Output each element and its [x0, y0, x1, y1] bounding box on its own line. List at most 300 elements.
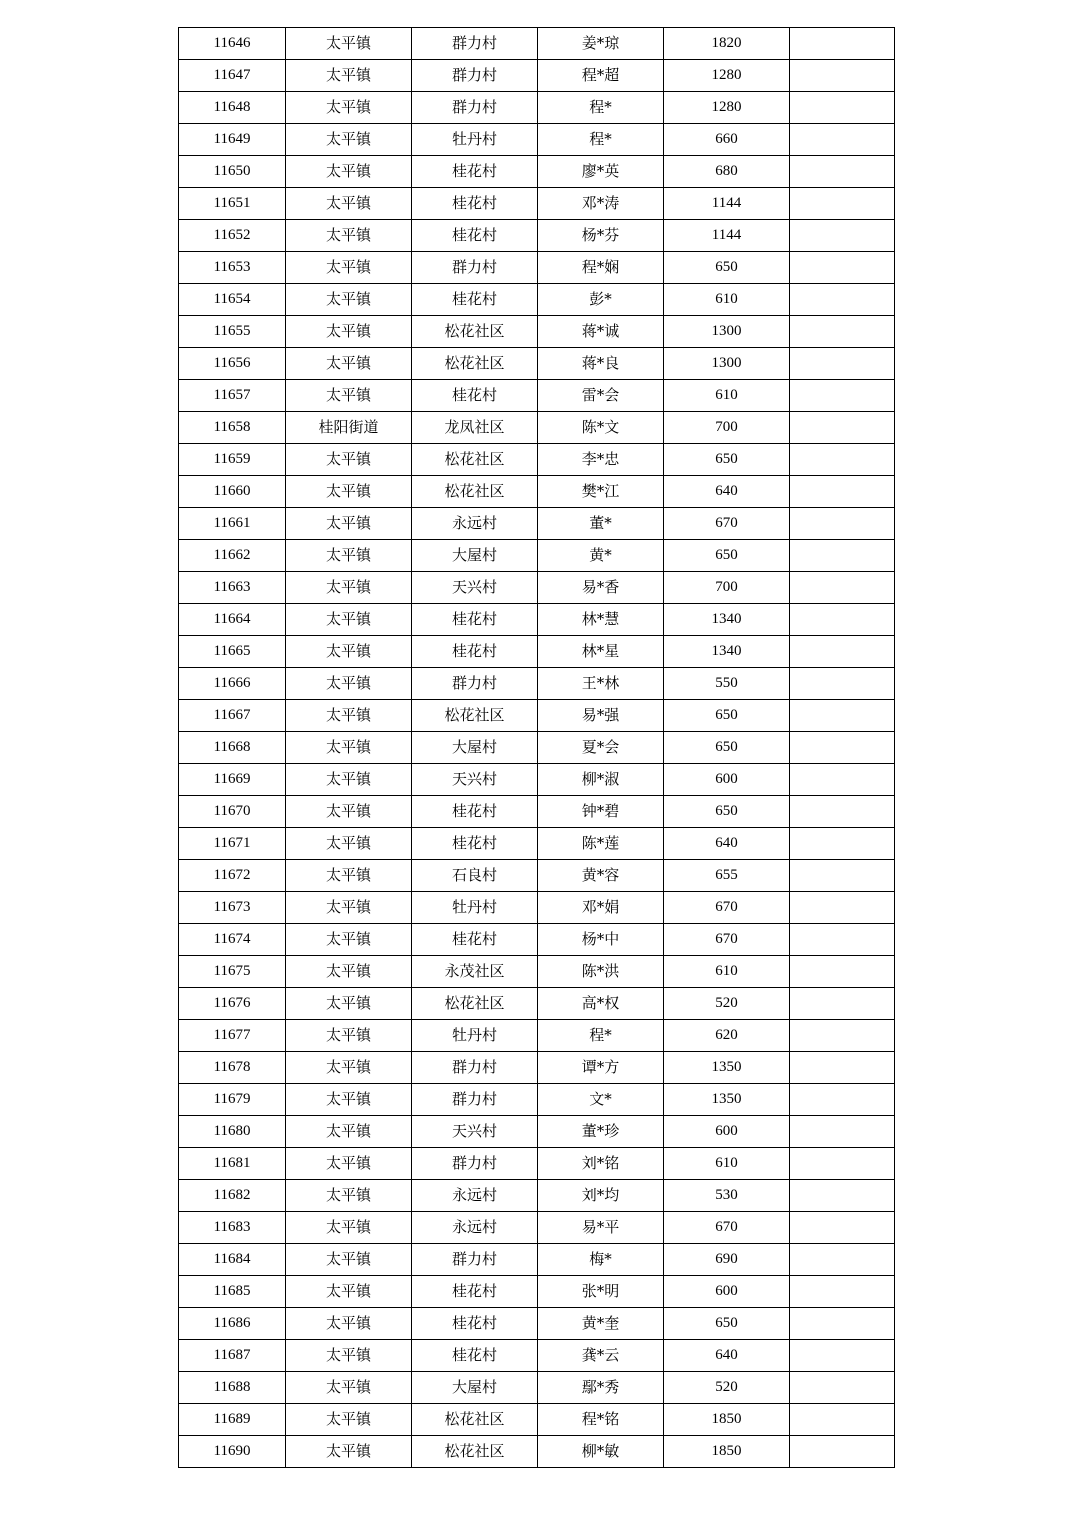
name-cell: 雷*会 — [538, 380, 664, 412]
remark-cell — [790, 284, 895, 316]
town-cell: 太平镇 — [286, 892, 412, 924]
remark-cell — [790, 348, 895, 380]
name-cell: 黄*容 — [538, 860, 664, 892]
village-cell: 永茂社区 — [412, 956, 538, 988]
village-cell: 桂花村 — [412, 380, 538, 412]
village-cell: 大屋村 — [412, 540, 538, 572]
remark-cell — [790, 604, 895, 636]
table-row — [179, 380, 895, 412]
remark-cell — [790, 92, 895, 124]
village-cell: 桂花村 — [412, 156, 538, 188]
serial-number-cell: 11658 — [179, 412, 286, 444]
amount-cell: 650 — [664, 700, 790, 732]
amount-cell: 1300 — [664, 316, 790, 348]
town-cell: 太平镇 — [286, 284, 412, 316]
town-cell: 太平镇 — [286, 636, 412, 668]
town-cell: 太平镇 — [286, 188, 412, 220]
amount-cell: 610 — [664, 1148, 790, 1180]
serial-number-cell: 11681 — [179, 1148, 286, 1180]
village-cell: 大屋村 — [412, 732, 538, 764]
remark-cell — [790, 892, 895, 924]
amount-cell: 520 — [664, 1372, 790, 1404]
village-cell: 群力村 — [412, 252, 538, 284]
name-cell: 王*林 — [538, 668, 664, 700]
town-cell: 桂阳街道 — [286, 412, 412, 444]
amount-cell: 640 — [664, 476, 790, 508]
remark-cell — [790, 156, 895, 188]
town-cell: 太平镇 — [286, 444, 412, 476]
remark-cell — [790, 476, 895, 508]
amount-cell: 530 — [664, 1180, 790, 1212]
serial-number-cell: 11684 — [179, 1244, 286, 1276]
name-cell: 林*慧 — [538, 604, 664, 636]
table-row — [179, 60, 895, 92]
amount-cell: 660 — [664, 124, 790, 156]
village-cell: 牡丹村 — [412, 124, 538, 156]
serial-number-cell: 11657 — [179, 380, 286, 412]
village-cell: 桂花村 — [412, 284, 538, 316]
town-cell: 太平镇 — [286, 220, 412, 252]
table-row — [179, 284, 895, 316]
serial-number-cell: 11650 — [179, 156, 286, 188]
serial-number-cell: 11664 — [179, 604, 286, 636]
village-cell: 桂花村 — [412, 1340, 538, 1372]
table-row — [179, 1084, 895, 1116]
amount-cell: 650 — [664, 252, 790, 284]
serial-number-cell: 11653 — [179, 252, 286, 284]
amount-cell: 1850 — [664, 1404, 790, 1436]
table-row — [179, 892, 895, 924]
serial-number-cell: 11647 — [179, 60, 286, 92]
name-cell: 程* — [538, 1020, 664, 1052]
remark-cell — [790, 188, 895, 220]
serial-number-cell: 11683 — [179, 1212, 286, 1244]
table-row — [179, 412, 895, 444]
village-cell: 桂花村 — [412, 604, 538, 636]
town-cell: 太平镇 — [286, 380, 412, 412]
town-cell: 太平镇 — [286, 700, 412, 732]
name-cell: 廖*英 — [538, 156, 664, 188]
serial-number-cell: 11660 — [179, 476, 286, 508]
remark-cell — [790, 1212, 895, 1244]
amount-cell: 1340 — [664, 636, 790, 668]
table-row — [179, 444, 895, 476]
serial-number-cell: 11651 — [179, 188, 286, 220]
village-cell: 永远村 — [412, 1212, 538, 1244]
amount-cell: 1820 — [664, 28, 790, 60]
serial-number-cell: 11656 — [179, 348, 286, 380]
town-cell: 太平镇 — [286, 1244, 412, 1276]
town-cell: 太平镇 — [286, 668, 412, 700]
village-cell: 桂花村 — [412, 1276, 538, 1308]
name-cell: 陈*莲 — [538, 828, 664, 860]
table-row — [179, 540, 895, 572]
town-cell: 太平镇 — [286, 988, 412, 1020]
name-cell: 姜*琼 — [538, 28, 664, 60]
table-row — [179, 636, 895, 668]
village-cell: 天兴村 — [412, 572, 538, 604]
serial-number-cell: 11682 — [179, 1180, 286, 1212]
name-cell: 樊*江 — [538, 476, 664, 508]
village-cell: 桂花村 — [412, 796, 538, 828]
name-cell: 邓*娟 — [538, 892, 664, 924]
town-cell: 太平镇 — [286, 1020, 412, 1052]
town-cell: 太平镇 — [286, 572, 412, 604]
serial-number-cell: 11671 — [179, 828, 286, 860]
amount-cell: 640 — [664, 1340, 790, 1372]
name-cell: 谭*方 — [538, 1052, 664, 1084]
name-cell: 李*忠 — [538, 444, 664, 476]
village-cell: 天兴村 — [412, 1116, 538, 1148]
name-cell: 程* — [538, 92, 664, 124]
amount-cell: 1280 — [664, 92, 790, 124]
amount-cell: 600 — [664, 1276, 790, 1308]
village-cell: 桂花村 — [412, 924, 538, 956]
town-cell: 太平镇 — [286, 732, 412, 764]
name-cell: 程* — [538, 124, 664, 156]
name-cell: 杨*芬 — [538, 220, 664, 252]
name-cell: 柳*淑 — [538, 764, 664, 796]
serial-number-cell: 11670 — [179, 796, 286, 828]
serial-number-cell: 11672 — [179, 860, 286, 892]
name-cell: 高*权 — [538, 988, 664, 1020]
table-row — [179, 764, 895, 796]
remark-cell — [790, 1116, 895, 1148]
remark-cell — [790, 508, 895, 540]
remark-cell — [790, 924, 895, 956]
remark-cell — [790, 60, 895, 92]
amount-cell: 650 — [664, 444, 790, 476]
remark-cell — [790, 316, 895, 348]
amount-cell: 655 — [664, 860, 790, 892]
table-row — [179, 604, 895, 636]
town-cell: 太平镇 — [286, 508, 412, 540]
amount-cell: 670 — [664, 924, 790, 956]
remark-cell — [790, 28, 895, 60]
remark-cell — [790, 828, 895, 860]
town-cell: 太平镇 — [286, 1404, 412, 1436]
serial-number-cell: 11669 — [179, 764, 286, 796]
name-cell: 刘*均 — [538, 1180, 664, 1212]
data-table — [178, 27, 895, 1468]
town-cell: 太平镇 — [286, 156, 412, 188]
table-row — [179, 1052, 895, 1084]
remark-cell — [790, 1436, 895, 1468]
village-cell: 群力村 — [412, 668, 538, 700]
name-cell: 陈*文 — [538, 412, 664, 444]
serial-number-cell: 11674 — [179, 924, 286, 956]
table-row — [179, 1372, 895, 1404]
remark-cell — [790, 444, 895, 476]
remark-cell — [790, 1340, 895, 1372]
amount-cell: 610 — [664, 956, 790, 988]
table-row — [179, 316, 895, 348]
village-cell: 天兴村 — [412, 764, 538, 796]
serial-number-cell: 11665 — [179, 636, 286, 668]
serial-number-cell: 11673 — [179, 892, 286, 924]
town-cell: 太平镇 — [286, 252, 412, 284]
remark-cell — [790, 1244, 895, 1276]
table-row — [179, 348, 895, 380]
remark-cell — [790, 1404, 895, 1436]
table-row — [179, 1148, 895, 1180]
table-row — [179, 572, 895, 604]
serial-number-cell: 11668 — [179, 732, 286, 764]
name-cell: 邓*涛 — [538, 188, 664, 220]
amount-cell: 1300 — [664, 348, 790, 380]
amount-cell: 650 — [664, 732, 790, 764]
name-cell: 易*强 — [538, 700, 664, 732]
name-cell: 杨*中 — [538, 924, 664, 956]
table-row — [179, 1404, 895, 1436]
village-cell: 松花社区 — [412, 1436, 538, 1468]
table-row — [179, 668, 895, 700]
amount-cell: 650 — [664, 1308, 790, 1340]
village-cell: 桂花村 — [412, 188, 538, 220]
name-cell: 刘*铭 — [538, 1148, 664, 1180]
town-cell: 太平镇 — [286, 28, 412, 60]
serial-number-cell: 11690 — [179, 1436, 286, 1468]
village-cell: 松花社区 — [412, 348, 538, 380]
remark-cell — [790, 1276, 895, 1308]
remark-cell — [790, 988, 895, 1020]
remark-cell — [790, 956, 895, 988]
serial-number-cell: 11663 — [179, 572, 286, 604]
town-cell: 太平镇 — [286, 604, 412, 636]
remark-cell — [790, 412, 895, 444]
name-cell: 夏*会 — [538, 732, 664, 764]
table-row — [179, 1020, 895, 1052]
serial-number-cell: 11689 — [179, 1404, 286, 1436]
remark-cell — [790, 220, 895, 252]
remark-cell — [790, 764, 895, 796]
village-cell: 桂花村 — [412, 1308, 538, 1340]
amount-cell: 640 — [664, 828, 790, 860]
table-body — [179, 28, 895, 1468]
remark-cell — [790, 124, 895, 156]
remark-cell — [790, 1148, 895, 1180]
village-cell: 桂花村 — [412, 828, 538, 860]
name-cell: 陈*洪 — [538, 956, 664, 988]
village-cell: 松花社区 — [412, 1404, 538, 1436]
amount-cell: 600 — [664, 764, 790, 796]
table-row — [179, 732, 895, 764]
town-cell: 太平镇 — [286, 828, 412, 860]
table-row — [179, 124, 895, 156]
village-cell: 永远村 — [412, 1180, 538, 1212]
serial-number-cell: 11666 — [179, 668, 286, 700]
amount-cell: 680 — [664, 156, 790, 188]
serial-number-cell: 11676 — [179, 988, 286, 1020]
amount-cell: 520 — [664, 988, 790, 1020]
town-cell: 太平镇 — [286, 1212, 412, 1244]
table-row — [179, 220, 895, 252]
table-row — [179, 92, 895, 124]
remark-cell — [790, 572, 895, 604]
remark-cell — [790, 540, 895, 572]
town-cell: 太平镇 — [286, 1116, 412, 1148]
name-cell: 程*娴 — [538, 252, 664, 284]
table-row — [179, 924, 895, 956]
table-row — [179, 828, 895, 860]
remark-cell — [790, 1020, 895, 1052]
amount-cell: 670 — [664, 1212, 790, 1244]
name-cell: 蒋*良 — [538, 348, 664, 380]
serial-number-cell: 11685 — [179, 1276, 286, 1308]
amount-cell: 700 — [664, 572, 790, 604]
amount-cell: 700 — [664, 412, 790, 444]
table-row — [179, 1116, 895, 1148]
remark-cell — [790, 700, 895, 732]
remark-cell — [790, 252, 895, 284]
name-cell: 易*香 — [538, 572, 664, 604]
village-cell: 大屋村 — [412, 1372, 538, 1404]
amount-cell: 620 — [664, 1020, 790, 1052]
table-row — [179, 956, 895, 988]
remark-cell — [790, 796, 895, 828]
amount-cell: 1340 — [664, 604, 790, 636]
serial-number-cell: 11677 — [179, 1020, 286, 1052]
name-cell: 蒋*诚 — [538, 316, 664, 348]
town-cell: 太平镇 — [286, 956, 412, 988]
table-row — [179, 1340, 895, 1372]
serial-number-cell: 11686 — [179, 1308, 286, 1340]
name-cell: 柳*敏 — [538, 1436, 664, 1468]
amount-cell: 1350 — [664, 1084, 790, 1116]
serial-number-cell: 11687 — [179, 1340, 286, 1372]
table-row — [179, 988, 895, 1020]
village-cell: 牡丹村 — [412, 1020, 538, 1052]
name-cell: 钟*碧 — [538, 796, 664, 828]
town-cell: 太平镇 — [286, 1340, 412, 1372]
table-row — [179, 1308, 895, 1340]
amount-cell: 670 — [664, 892, 790, 924]
name-cell: 彭* — [538, 284, 664, 316]
serial-number-cell: 11649 — [179, 124, 286, 156]
serial-number-cell: 11667 — [179, 700, 286, 732]
remark-cell — [790, 1052, 895, 1084]
remark-cell — [790, 1372, 895, 1404]
village-cell: 松花社区 — [412, 316, 538, 348]
name-cell: 董* — [538, 508, 664, 540]
table-row — [179, 508, 895, 540]
town-cell: 太平镇 — [286, 348, 412, 380]
serial-number-cell: 11648 — [179, 92, 286, 124]
name-cell: 鄢*秀 — [538, 1372, 664, 1404]
name-cell: 梅* — [538, 1244, 664, 1276]
serial-number-cell: 11646 — [179, 28, 286, 60]
name-cell: 张*明 — [538, 1276, 664, 1308]
amount-cell: 670 — [664, 508, 790, 540]
amount-cell: 1280 — [664, 60, 790, 92]
table-row — [179, 700, 895, 732]
name-cell: 黄*奎 — [538, 1308, 664, 1340]
amount-cell: 610 — [664, 284, 790, 316]
amount-cell: 1850 — [664, 1436, 790, 1468]
serial-number-cell: 11655 — [179, 316, 286, 348]
name-cell: 文* — [538, 1084, 664, 1116]
table-row — [179, 156, 895, 188]
table-row — [179, 860, 895, 892]
serial-number-cell: 11675 — [179, 956, 286, 988]
serial-number-cell: 11654 — [179, 284, 286, 316]
remark-cell — [790, 1180, 895, 1212]
remark-cell — [790, 732, 895, 764]
village-cell: 群力村 — [412, 1148, 538, 1180]
town-cell: 太平镇 — [286, 1308, 412, 1340]
table-row — [179, 1180, 895, 1212]
village-cell: 松花社区 — [412, 988, 538, 1020]
amount-cell: 650 — [664, 796, 790, 828]
serial-number-cell: 11659 — [179, 444, 286, 476]
serial-number-cell: 11679 — [179, 1084, 286, 1116]
table-row — [179, 796, 895, 828]
amount-cell: 610 — [664, 380, 790, 412]
town-cell: 太平镇 — [286, 60, 412, 92]
village-cell: 松花社区 — [412, 444, 538, 476]
serial-number-cell: 11678 — [179, 1052, 286, 1084]
town-cell: 太平镇 — [286, 1436, 412, 1468]
town-cell: 太平镇 — [286, 92, 412, 124]
town-cell: 太平镇 — [286, 476, 412, 508]
village-cell: 群力村 — [412, 1244, 538, 1276]
village-cell: 群力村 — [412, 92, 538, 124]
village-cell: 群力村 — [412, 28, 538, 60]
town-cell: 太平镇 — [286, 1372, 412, 1404]
name-cell: 程*超 — [538, 60, 664, 92]
remark-cell — [790, 636, 895, 668]
table-row — [179, 476, 895, 508]
village-cell: 永远村 — [412, 508, 538, 540]
amount-cell: 1144 — [664, 220, 790, 252]
town-cell: 太平镇 — [286, 1148, 412, 1180]
table-row — [179, 28, 895, 60]
serial-number-cell: 11688 — [179, 1372, 286, 1404]
amount-cell: 1350 — [664, 1052, 790, 1084]
town-cell: 太平镇 — [286, 924, 412, 956]
remark-cell — [790, 380, 895, 412]
serial-number-cell: 11652 — [179, 220, 286, 252]
village-cell: 桂花村 — [412, 636, 538, 668]
village-cell: 群力村 — [412, 1052, 538, 1084]
village-cell: 松花社区 — [412, 700, 538, 732]
town-cell: 太平镇 — [286, 860, 412, 892]
serial-number-cell: 11662 — [179, 540, 286, 572]
table-row — [179, 1244, 895, 1276]
village-cell: 群力村 — [412, 60, 538, 92]
town-cell: 太平镇 — [286, 124, 412, 156]
table-row — [179, 188, 895, 220]
town-cell: 太平镇 — [286, 764, 412, 796]
amount-cell: 1144 — [664, 188, 790, 220]
serial-number-cell: 11680 — [179, 1116, 286, 1148]
remark-cell — [790, 860, 895, 892]
town-cell: 太平镇 — [286, 540, 412, 572]
village-cell: 牡丹村 — [412, 892, 538, 924]
serial-number-cell: 11661 — [179, 508, 286, 540]
table-row — [179, 1436, 895, 1468]
table-row — [179, 1276, 895, 1308]
village-cell: 群力村 — [412, 1084, 538, 1116]
name-cell: 龚*云 — [538, 1340, 664, 1372]
town-cell: 太平镇 — [286, 1084, 412, 1116]
town-cell: 太平镇 — [286, 1180, 412, 1212]
amount-cell: 550 — [664, 668, 790, 700]
town-cell: 太平镇 — [286, 1052, 412, 1084]
table-row — [179, 1212, 895, 1244]
village-cell: 松花社区 — [412, 476, 538, 508]
name-cell: 黄* — [538, 540, 664, 572]
